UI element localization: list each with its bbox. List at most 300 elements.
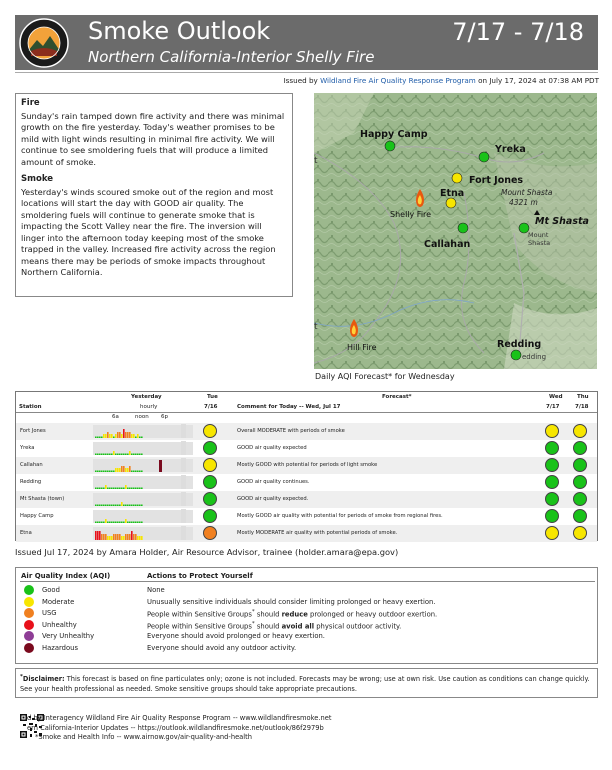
callahan-aqi-dot[interactable] bbox=[458, 223, 468, 233]
tue-aqi-dot bbox=[203, 509, 217, 523]
aqi-level-label: USG bbox=[42, 609, 57, 617]
hourly-bar bbox=[95, 522, 97, 524]
hourly-bar bbox=[107, 536, 109, 540]
hourly-bar bbox=[103, 488, 105, 490]
hourly-bar bbox=[139, 522, 141, 524]
hourly-bar bbox=[107, 522, 109, 524]
hourly-bar bbox=[129, 534, 131, 540]
hourly-bar bbox=[125, 468, 127, 472]
aqi-color-dot bbox=[24, 608, 34, 618]
wed-aqi-dot bbox=[545, 441, 559, 455]
forecast-comment: Mostly GOOD air quality with potential for periods of smoke from regional fires. bbox=[237, 513, 443, 519]
hourly-bar bbox=[105, 454, 107, 456]
hourly-bar bbox=[115, 454, 117, 456]
hourly-bar bbox=[123, 505, 125, 507]
hourly-bar bbox=[129, 451, 131, 455]
hourly-bar bbox=[97, 471, 99, 473]
comment-header: Comment for Today -- Wed, Jul 17 bbox=[237, 404, 341, 410]
hourly-bar bbox=[117, 505, 119, 507]
forecast-station: Fort Jones bbox=[20, 428, 46, 434]
footer bbox=[27, 714, 331, 743]
aqi-legend-row bbox=[16, 643, 597, 654]
thu-aqi-dot bbox=[573, 458, 587, 472]
hourly-bar bbox=[101, 505, 103, 507]
hourly-bar bbox=[105, 505, 107, 507]
happy-camp-label: Happy Camp bbox=[360, 129, 428, 140]
hourly-bar bbox=[133, 522, 135, 524]
hourly-bar bbox=[123, 466, 125, 472]
tue-date-header: 7/16 bbox=[204, 404, 218, 410]
thu-aqi-dot bbox=[573, 475, 587, 489]
hourly-bar bbox=[121, 536, 123, 540]
hourly-bar bbox=[105, 434, 107, 438]
hourly-bar bbox=[111, 434, 113, 438]
thu-aqi-dot bbox=[573, 424, 587, 438]
aqi-legend-row bbox=[16, 585, 597, 596]
aqi-legend-row bbox=[16, 620, 597, 631]
hourly-bar bbox=[119, 505, 121, 507]
redding-small-label: edding bbox=[522, 353, 547, 361]
hourly-aqi-chart bbox=[93, 493, 193, 506]
hourly-bar bbox=[119, 522, 121, 524]
mount-shasta-peak-label: Mount Shasta bbox=[501, 188, 553, 197]
footer-website-link[interactable]: www.wildlandfiresmoke.net bbox=[239, 714, 332, 722]
wed-aqi-dot bbox=[545, 509, 559, 523]
tue-daily-bar bbox=[181, 441, 186, 455]
forecast-station: Yreka bbox=[20, 445, 35, 451]
hourly-bar bbox=[129, 466, 131, 472]
forecast-row bbox=[16, 491, 597, 508]
forecast-comment: Mostly GOOD with potential for periods of light smoke bbox=[237, 462, 378, 468]
forecast-comment: GOOD air quality expected bbox=[237, 445, 307, 451]
hourly-bar bbox=[113, 437, 115, 439]
tue-header: Tue bbox=[207, 394, 218, 400]
forecast-comment: Overall MODERATE with periods of smoke bbox=[237, 428, 345, 434]
hourly-bar bbox=[135, 454, 137, 456]
footer-outlook-link[interactable]: https://outlook.wildlandfiresmoke.net/outlook/86f2979b bbox=[137, 723, 324, 732]
aqi-action: Everyone should avoid any outdoor activity. bbox=[147, 643, 297, 652]
hourly-bar bbox=[111, 522, 113, 524]
hourly-bar bbox=[123, 522, 125, 524]
hourly-bar bbox=[121, 488, 123, 490]
hourly-bar bbox=[105, 471, 107, 473]
hourly-bar bbox=[97, 531, 99, 540]
hourly-bar bbox=[139, 505, 141, 507]
header-rule bbox=[16, 412, 597, 413]
aqi-map[interactable] bbox=[314, 93, 597, 369]
program-link[interactable]: Wildland Fire Air Quality Response Program bbox=[320, 76, 476, 85]
map-edge-label: t bbox=[314, 156, 318, 166]
yreka-label: Yreka bbox=[495, 144, 526, 155]
hourly-bar bbox=[141, 522, 143, 524]
hourly-bar bbox=[119, 454, 121, 456]
footer-health-link[interactable]: www.airnow.gov/air-quality-and-health bbox=[123, 733, 253, 741]
hourly-bar bbox=[133, 434, 135, 438]
hourly-bar bbox=[125, 505, 127, 507]
hourly-bar bbox=[97, 488, 99, 490]
hourly-bar bbox=[103, 534, 105, 540]
aqi-action: People within Sensitive Groups* should reduce prolonged or heavy outdoor exertion. bbox=[147, 609, 438, 619]
hourly-bar bbox=[99, 471, 101, 473]
forecast-station: Callahan bbox=[20, 462, 43, 468]
hourly-bar bbox=[119, 468, 121, 472]
hourly-bar bbox=[105, 519, 107, 523]
hourly-bar bbox=[109, 522, 111, 524]
hourly-bar bbox=[117, 454, 119, 456]
hourly-bar bbox=[101, 488, 103, 490]
hourly-bar bbox=[139, 471, 141, 473]
shelly-fire-label: Shelly Fire bbox=[390, 210, 432, 219]
forecast-header: Forecast* bbox=[382, 394, 412, 400]
wed-aqi-dot bbox=[545, 458, 559, 472]
hourly-bar bbox=[137, 536, 139, 540]
hourly-bar bbox=[99, 522, 101, 524]
thu-aqi-dot bbox=[573, 526, 587, 540]
hourly-bar bbox=[115, 434, 117, 438]
hourly-bar bbox=[123, 536, 125, 540]
aqi-color-dot bbox=[24, 631, 34, 641]
aqi-action: Unusually sensitive individuals should consider limiting prolonged or heavy exertion. bbox=[147, 597, 436, 606]
hourly-bar bbox=[125, 454, 127, 456]
hourly-bar bbox=[97, 454, 99, 456]
hourly-bar bbox=[131, 454, 133, 456]
hourly-bar bbox=[131, 471, 133, 473]
hourly-bar bbox=[95, 488, 97, 490]
hourly-bar bbox=[117, 432, 119, 438]
hourly-bar bbox=[141, 454, 143, 456]
tick-6a: 6a bbox=[112, 414, 119, 420]
aqi-level-label: Unhealthy bbox=[42, 620, 77, 629]
hourly-bar bbox=[95, 454, 97, 456]
forecast-row bbox=[16, 525, 597, 542]
smoke-text: Yesterday's winds scoured smoke out of the region and most locations will start the day with GOOD air quality. The smoldering fuels will continue to generate smoke that is impacting the Scott Valley near the fire. The inversion will linger into the afternoon today keeping most of the smoke trapped in the valley. Increased fire activity across the region means there may be periods of smoke impacts throughout Northern California. bbox=[21, 186, 276, 277]
wed-aqi-dot bbox=[545, 475, 559, 489]
map-caption: Daily AQI Forecast* for Wednesday bbox=[315, 372, 455, 381]
hourly-bar bbox=[95, 531, 97, 540]
hourly-bar bbox=[101, 454, 103, 456]
forecast-row bbox=[16, 474, 597, 491]
tue-daily-bar bbox=[181, 424, 186, 438]
hourly-bar bbox=[107, 432, 109, 438]
hourly-aqi-chart bbox=[93, 425, 193, 438]
hourly-bar bbox=[137, 522, 139, 524]
hourly-bar bbox=[121, 454, 123, 456]
hourly-bar bbox=[121, 522, 123, 524]
hourly-bar bbox=[125, 534, 127, 540]
tue-aqi-dot bbox=[203, 475, 217, 489]
hourly-bar bbox=[139, 454, 141, 456]
hourly-bar bbox=[133, 488, 135, 490]
hourly-bar bbox=[127, 505, 129, 507]
thu-header: Thu bbox=[577, 394, 589, 400]
forecast-comment: GOOD air quality expected. bbox=[237, 496, 309, 502]
hourly-bar bbox=[115, 468, 117, 472]
forecast-station: Redding bbox=[20, 479, 42, 485]
hourly-bar bbox=[129, 488, 131, 490]
hourly-bar bbox=[109, 454, 111, 456]
hourly-bar bbox=[131, 488, 133, 490]
hourly-aqi-chart bbox=[93, 459, 193, 472]
footer-line2-text: ern California-Interior Updates -- bbox=[27, 723, 138, 732]
redding-label: Redding bbox=[497, 339, 542, 350]
hourly-bar bbox=[113, 488, 115, 490]
hourly-bar bbox=[99, 531, 101, 540]
aqi-actions-header: Actions to Protect Yourself bbox=[147, 572, 253, 580]
hourly-bar bbox=[109, 505, 111, 507]
wed-aqi-dot bbox=[545, 492, 559, 506]
hourly-bar bbox=[131, 434, 133, 438]
hourly-bar bbox=[99, 454, 101, 456]
hourly-bar bbox=[121, 502, 123, 506]
hourly-bar bbox=[137, 471, 139, 473]
hourly-bar bbox=[115, 505, 117, 507]
tick-6p: 6p bbox=[161, 414, 168, 420]
hourly-bar bbox=[103, 471, 105, 473]
hourly-bar bbox=[129, 522, 131, 524]
narrative-box bbox=[15, 93, 293, 297]
hourly-bar bbox=[139, 536, 141, 540]
hourly-bar bbox=[139, 488, 141, 490]
hourly-bar bbox=[97, 505, 99, 507]
hourly-bar bbox=[117, 534, 119, 540]
outlook-dates: 7/17 - 7/18 bbox=[452, 18, 584, 46]
forecast-row bbox=[16, 508, 597, 525]
hourly-bar-hazardous bbox=[159, 460, 162, 472]
fire-heading: Fire bbox=[21, 98, 40, 108]
hourly-bar bbox=[113, 534, 115, 540]
hourly-bar bbox=[141, 505, 143, 507]
hourly-bar bbox=[141, 471, 143, 473]
thu-date-header: 7/18 bbox=[575, 404, 589, 410]
hourly-aqi-chart bbox=[93, 527, 193, 540]
hourly-bar bbox=[101, 437, 103, 439]
hourly-bar bbox=[133, 471, 135, 473]
smoke-heading: Smoke bbox=[21, 174, 54, 184]
issued-by-line bbox=[284, 76, 599, 85]
hourly-bar bbox=[117, 522, 119, 524]
hourly-bar bbox=[109, 488, 111, 490]
station-header: Station bbox=[19, 404, 42, 410]
hourly-bar bbox=[115, 522, 117, 524]
hourly-bar bbox=[141, 536, 143, 540]
aqi-level-label: Moderate bbox=[42, 597, 75, 606]
mount-small-label: Mount bbox=[528, 231, 549, 239]
aqi-color-dot bbox=[24, 643, 34, 653]
aqi-color-dot bbox=[24, 597, 34, 607]
tick-noon: noon bbox=[135, 414, 149, 420]
hourly-bar bbox=[115, 534, 117, 540]
hourly-bar bbox=[101, 534, 103, 540]
disclaimer bbox=[15, 668, 598, 698]
wed-header: Wed bbox=[549, 394, 563, 400]
hourly-bar bbox=[103, 454, 105, 456]
hourly-bar bbox=[141, 437, 143, 439]
hourly-bar bbox=[137, 454, 139, 456]
hourly-bar bbox=[131, 522, 133, 524]
hourly-bar bbox=[117, 468, 119, 472]
hourly-bar bbox=[111, 454, 113, 456]
hourly-bar bbox=[97, 437, 99, 439]
forecast-station: Etna bbox=[20, 530, 32, 536]
tue-daily-bar bbox=[181, 492, 186, 506]
forecast-station: Happy Camp bbox=[20, 513, 54, 519]
aqi-action: None bbox=[147, 586, 165, 594]
tue-aqi-dot bbox=[203, 492, 217, 506]
aqi-legend-row bbox=[16, 631, 597, 642]
aqi-header-rule bbox=[20, 581, 595, 582]
happy-camp-aqi-dot[interactable] bbox=[385, 141, 395, 151]
shasta-small-label: Shasta bbox=[528, 239, 551, 247]
wed-aqi-dot bbox=[545, 526, 559, 540]
hourly-aqi-chart bbox=[93, 476, 193, 489]
hourly-bar bbox=[129, 432, 131, 438]
issued-prefix: Issued by bbox=[283, 76, 318, 85]
hourly-bar bbox=[111, 505, 113, 507]
fire-text: Sunday's rain tamped down fire activity and there was minimal growth on the fire yesterday. Today's weather promises to be mild with light winds resulting in minimal fire activity. We will continue to see smoldering fuels that will produce a limited amount of smoke. bbox=[21, 110, 285, 167]
fort-jones-aqi-dot[interactable] bbox=[452, 173, 462, 183]
hourly-bar bbox=[99, 505, 101, 507]
tue-aqi-dot bbox=[203, 424, 217, 438]
fort-jones-label: Fort Jones bbox=[469, 175, 524, 186]
hourly-bar bbox=[109, 471, 111, 473]
hourly-bar bbox=[125, 519, 127, 523]
page-header bbox=[15, 15, 598, 70]
aqi-level-label: Good bbox=[42, 586, 60, 594]
aqi-legend-row bbox=[16, 608, 597, 619]
header-divider bbox=[15, 72, 598, 73]
wed-aqi-dot bbox=[545, 424, 559, 438]
hourly-bar bbox=[127, 522, 129, 524]
hourly-bar bbox=[111, 488, 113, 490]
aqi-index-header: Air Quality Index (AQI) bbox=[21, 572, 111, 580]
disclaimer-text: This forecast is based on fine particulates only; ozone is not included. Forecasts may be wrong; use at own risk. Use caution as conditions can change quickly. See your health professional as needed. Smoke sensitive groups should take appropriate precautions. bbox=[20, 675, 590, 694]
hourly-aqi-chart bbox=[93, 442, 193, 455]
hourly-aqi-chart bbox=[93, 510, 193, 523]
tue-daily-bar bbox=[181, 475, 186, 489]
hourly-bar bbox=[99, 437, 101, 439]
hourly-bar bbox=[103, 522, 105, 524]
hourly-bar bbox=[127, 534, 129, 540]
redding-aqi-dot[interactable] bbox=[511, 350, 521, 360]
mt-shasta-label: Mt Shasta bbox=[535, 216, 589, 227]
hourly-bar bbox=[119, 488, 121, 490]
hourly-bar bbox=[123, 429, 125, 438]
hourly-bar bbox=[119, 534, 121, 540]
forecast-row bbox=[16, 423, 597, 440]
hourly-bar bbox=[131, 505, 133, 507]
hourly-bar bbox=[95, 471, 97, 473]
hourly-bar bbox=[111, 536, 113, 540]
forecast-comment: GOOD air quality continues. bbox=[237, 479, 310, 485]
hourly-bar bbox=[95, 437, 97, 439]
hourly-bar bbox=[113, 522, 115, 524]
hourly-bar bbox=[127, 488, 129, 490]
tue-aqi-dot bbox=[203, 526, 217, 540]
hourly-bar bbox=[135, 471, 137, 473]
page-title: Smoke Outlook bbox=[88, 17, 271, 45]
aqi-level-label: Hazardous bbox=[42, 643, 79, 652]
hourly-bar bbox=[101, 522, 103, 524]
tue-daily-bar bbox=[181, 458, 186, 472]
tue-aqi-dot bbox=[203, 458, 217, 472]
thu-aqi-dot bbox=[573, 492, 587, 506]
forecast-row bbox=[16, 457, 597, 474]
hourly-bar bbox=[113, 471, 115, 473]
hourly-bar bbox=[117, 488, 119, 490]
hourly-bar bbox=[127, 432, 129, 438]
hourly-bar bbox=[135, 505, 137, 507]
hourly-bar bbox=[109, 536, 111, 540]
hourly-bar bbox=[131, 531, 133, 540]
hourly-bar bbox=[139, 437, 141, 439]
aqi-legend-row bbox=[16, 597, 597, 608]
hourly-bar bbox=[133, 534, 135, 540]
hourly-bar bbox=[115, 488, 117, 490]
tue-daily-bar bbox=[181, 526, 186, 540]
tue-daily-bar bbox=[181, 509, 186, 523]
hourly-bar bbox=[127, 468, 129, 472]
hourly-bar bbox=[129, 505, 131, 507]
hourly-bar bbox=[107, 505, 109, 507]
aqi-action: Everyone should avoid prolonged or heavy exertion. bbox=[147, 632, 325, 640]
disclaimer-label: Disclaimer: bbox=[22, 675, 65, 684]
hourly-bar bbox=[105, 534, 107, 540]
hourly-bar bbox=[103, 505, 105, 507]
hourly-bar bbox=[95, 505, 97, 507]
hill-fire-label: Hill Fire bbox=[347, 343, 377, 352]
hourly-bar bbox=[137, 505, 139, 507]
thu-aqi-dot bbox=[573, 441, 587, 455]
aqi-legend bbox=[15, 567, 598, 664]
hourly-bar bbox=[135, 437, 137, 439]
hourly-bar bbox=[113, 505, 115, 507]
forecast-table bbox=[15, 391, 598, 541]
hourly-bar bbox=[119, 432, 121, 438]
hourly-bar bbox=[97, 522, 99, 524]
hourly-header: hourly bbox=[140, 404, 158, 410]
wed-date-header: 7/17 bbox=[546, 404, 560, 410]
hourly-bar bbox=[107, 488, 109, 490]
hourly-bar bbox=[101, 471, 103, 473]
forecast-row bbox=[16, 440, 597, 457]
yreka-aqi-dot[interactable] bbox=[479, 152, 489, 162]
hourly-bar bbox=[111, 471, 113, 473]
mount-shasta-elevation: 4321 m bbox=[509, 198, 538, 207]
aqi-action: People within Sensitive Groups* should avoid all physical outdoor activity. bbox=[147, 620, 402, 630]
map-edge-label-2: t bbox=[314, 322, 318, 332]
etna-aqi-dot[interactable] bbox=[446, 198, 456, 208]
footer-line3-text: *Smoke and Health Info -- bbox=[35, 733, 124, 741]
hourly-bar bbox=[123, 488, 125, 490]
hourly-bar bbox=[121, 466, 123, 472]
forecast-comment: Mostly MODERATE air quality with potential periods of smoke. bbox=[237, 530, 398, 536]
hourly-bar bbox=[135, 488, 137, 490]
hourly-bar bbox=[141, 488, 143, 490]
footer-line1-text: d by Interagency Wildland Fire Air Quality Response Program -- bbox=[27, 714, 240, 722]
hourly-bar bbox=[107, 471, 109, 473]
hourly-bar bbox=[107, 454, 109, 456]
thu-aqi-dot bbox=[573, 509, 587, 523]
aqi-color-dot bbox=[24, 585, 34, 595]
page-subtitle: Northern California-Interior Shelly Fire bbox=[88, 48, 375, 66]
hourly-bar bbox=[105, 485, 107, 489]
aqi-color-dot bbox=[24, 620, 34, 630]
tue-aqi-dot bbox=[203, 441, 217, 455]
hourly-bar bbox=[133, 505, 135, 507]
aqi-level-label: Very Unhealthy bbox=[42, 632, 95, 640]
hourly-bar bbox=[121, 434, 123, 438]
smoke-program-logo-icon bbox=[19, 18, 69, 68]
